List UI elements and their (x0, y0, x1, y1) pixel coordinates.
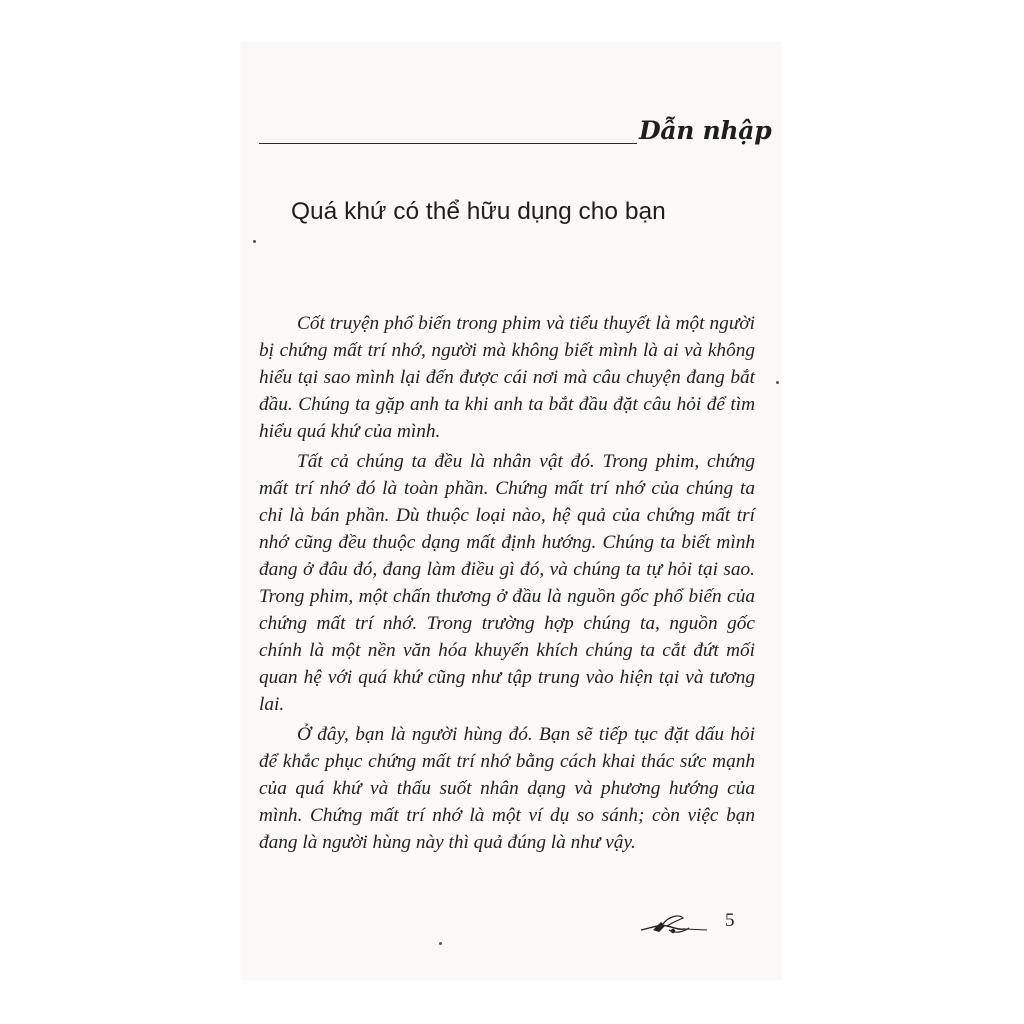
book-page (241, 42, 781, 980)
paragraph: Tất cả chúng ta đều là nhân vật đó. Trong phim, chứng mất trí nhớ đó là toàn phần. Chứng mất trí nhớ của chúng ta chỉ là bán phần. Dù thuộc loại nào, hệ quả của chứng mất trí nhớ cũng đều thuộc dạng mất định hướng. Chúng ta biết mình đang ở đâu đó, đang làm điều gì đó, và chúng ta tự hỏi tại sao. Trong phim, một chấn thương ở đầu là nguồn gốc phổ biến của chứng mất trí nhớ. Trong trường hợp chúng ta, nguồn gốc chính là một nền văn hóa khuyến khích chúng ta cắt đứt mối quan hệ với quá khứ cũng như tập trung vào hiện tại và tương lai. (259, 451, 755, 715)
paragraph: Cốt truyện phổ biến trong phim và tiểu thuyết là một người bị chứng mất trí nhớ, người mà không biết mình là ai và không hiểu tại sao mình lại đến được cái nơi mà câu chuyện đang bắt đầu. Chúng ta gặp anh ta khi anh ta bắt đầu đặt câu hỏi để tìm hiểu quá khứ của mình. (259, 313, 755, 442)
paper-speck (776, 381, 779, 384)
fleuron-ornament-icon (639, 908, 709, 938)
paragraph: Ở đây, bạn là người hùng đó. Bạn sẽ tiếp tục đặt dấu hỏi để khắc phục chứng mất trí nhớ bằng cách khai thác sức mạnh của quá khứ và thấu suốt nhân dạng và phương hướng của mình. Chứng mất trí nhớ là một ví dụ so sánh; còn việc bạn đang là người hùng này thì quả đúng là như vậy. (259, 724, 755, 853)
body-text (259, 310, 755, 856)
header-rule (259, 143, 637, 144)
page-number: 5 (725, 910, 735, 931)
paper-speck (439, 942, 442, 945)
running-head: Dẫn nhập (639, 116, 772, 145)
chapter-title: Quá khứ có thể hữu dụng cho bạn (291, 198, 666, 225)
paper-speck (253, 240, 256, 243)
